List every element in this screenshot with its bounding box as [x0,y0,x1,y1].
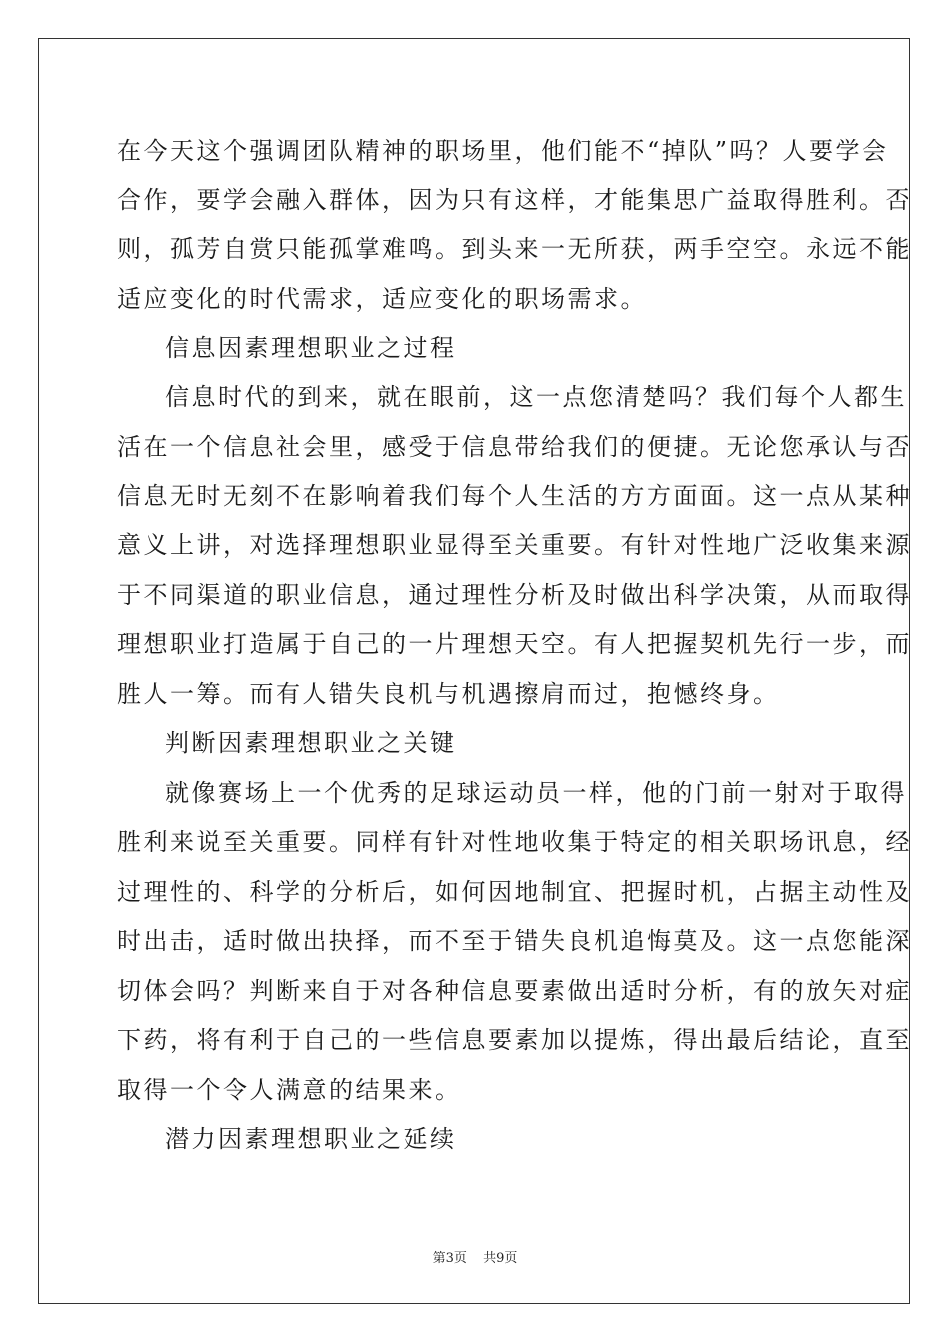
paragraph-line: 切体会吗？判断来自于对各种信息要素做出适时分析，有的放矢对症 [117,977,912,1005]
paragraph-line: 理想职业打造属于自己的一片理想天空。有人把握契机先行一步，而 [117,630,912,658]
paragraph-line: 信息时代的到来，就在眼前，这一点您清楚吗？我们每个人都生 [165,383,907,411]
paragraph-line: 就像赛场上一个优秀的足球运动员一样，他的门前一射对于取得 [165,779,907,807]
paragraph-line: 则，孤芳自赏只能孤掌难鸣。到头来一无所获，两手空空。永远不能 [117,235,912,263]
paragraph-line: 合作，要学会融入群体，因为只有这样，才能集思广益取得胜利。否 [117,186,912,214]
paragraph-line: 过理性的、科学的分析后，如何因地制宜、把握时机，占据主动性及 [117,878,912,906]
paragraph-line: 活在一个信息社会里，感受于信息带给我们的便捷。无论您承认与否 [117,433,912,461]
section-heading: 判断因素理想职业之关键 [165,729,457,757]
paragraph-line: 在今天这个强调团队精神的职场里，他们能不“掉队”吗？人要学会 [117,137,889,165]
paragraph-line: 胜人一筹。而有人错失良机与机遇擦肩而过，抱憾终身。 [117,680,780,708]
section-heading: 潜力因素理想职业之延续 [165,1125,457,1153]
page-number: 第3页 [432,1251,467,1266]
paragraph-line: 胜利来说至关重要。同样有针对性地收集于特定的相关职场讯息，经 [117,828,912,856]
paragraph-line: 适应变化的时代需求，适应变化的职场需求。 [117,285,647,313]
section-heading: 信息因素理想职业之过程 [165,334,457,362]
paragraph-line: 下药，将有利于自己的一些信息要素加以提炼，得出最后结论，直至 [117,1026,912,1054]
page-footer [0,1247,950,1266]
paragraph-line: 意义上讲，对选择理想职业显得至关重要。有针对性地广泛收集来源 [117,531,912,559]
page-total: 共9页 [483,1251,518,1266]
paragraph-line: 取得一个令人满意的结果来。 [117,1076,462,1104]
paragraph-line: 时出击，适时做出抉择，而不至于错失良机追悔莫及。这一点您能深 [117,927,912,955]
paragraph-line: 于不同渠道的职业信息，通过理性分析及时做出科学决策，从而取得 [117,581,912,609]
paragraph-line: 信息无时无刻不在影响着我们每个人生活的方方面面。这一点从某种 [117,482,912,510]
